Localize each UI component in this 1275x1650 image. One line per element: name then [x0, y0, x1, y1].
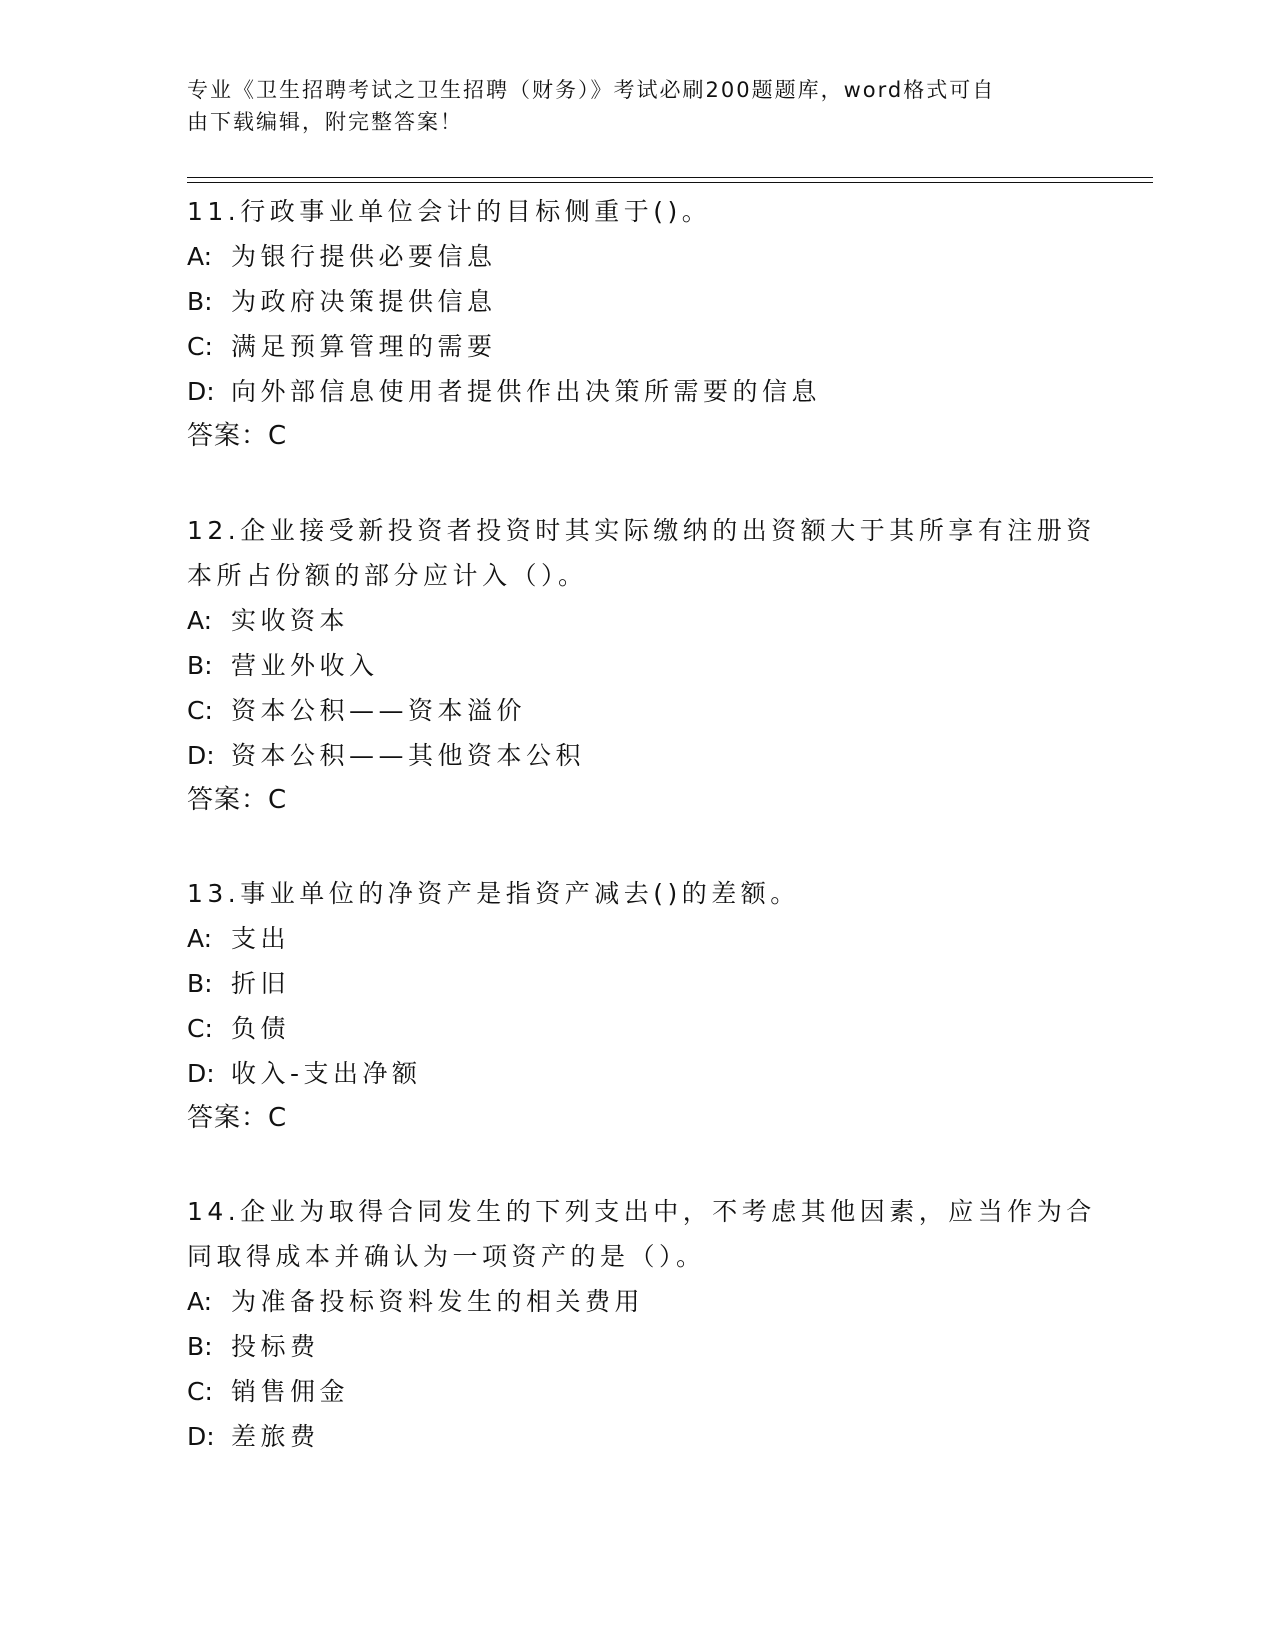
option-c	[187, 688, 1087, 733]
option-text: 为准备投标资料发生的相关费用	[231, 1287, 645, 1316]
option-label: A:	[187, 606, 213, 635]
question-stem: 12.企业接受新投资者投资时其实际缴纳的出资额大于其所享有注册资	[187, 516, 1096, 545]
question-11	[187, 189, 1087, 459]
option-d	[187, 1414, 1087, 1459]
option-label: B:	[187, 651, 213, 680]
question-stem: 13.事业单位的净资产是指资产减去()的差额。	[187, 879, 800, 908]
option-text: 投标费	[231, 1332, 320, 1361]
question-12	[187, 508, 1096, 823]
option-label: D:	[187, 741, 215, 770]
option-label: A:	[187, 242, 213, 271]
option-label: D:	[187, 1059, 215, 1088]
header-line-1: 专业《卫生招聘考试之卫生招聘（财务）》考试必刷200题题库，word格式可自	[187, 78, 996, 102]
option-c	[187, 1369, 1087, 1414]
answer: 答案：C	[187, 785, 288, 815]
option-label: A:	[187, 924, 213, 953]
option-text: 销售佣金	[231, 1377, 350, 1406]
option-d	[187, 1051, 1087, 1096]
option-a	[187, 234, 1087, 279]
option-a	[187, 916, 1087, 961]
option-text: 实收资本	[231, 606, 350, 635]
option-text: 营业外收入	[231, 651, 379, 680]
option-d	[187, 369, 1087, 414]
document-header	[187, 74, 1067, 138]
option-text: 为银行提供必要信息	[231, 242, 497, 271]
option-d	[187, 733, 1087, 778]
option-label: D:	[187, 1422, 215, 1451]
option-label: C:	[187, 332, 213, 361]
question-stem: 11.行政事业单位会计的目标侧重于()。	[187, 197, 712, 226]
question-stem-continued: 同取得成本并确认为一项资产的是（）。	[187, 1242, 706, 1271]
option-label: A:	[187, 1287, 213, 1316]
option-b	[187, 961, 1087, 1006]
option-label: C:	[187, 1377, 213, 1406]
question-14	[187, 1189, 1096, 1459]
option-a	[187, 1279, 1087, 1324]
question-stem-continued: 本所占份额的部分应计入（）。	[187, 561, 588, 590]
option-label: C:	[187, 1014, 213, 1043]
option-c	[187, 324, 1087, 369]
option-text: 向外部信息使用者提供作出决策所需要的信息	[231, 377, 822, 406]
header-rule-top	[187, 177, 1153, 178]
option-text: 资本公积——资本溢价	[231, 696, 527, 725]
option-label: B:	[187, 969, 213, 998]
option-text: 资本公积——其他资本公积	[231, 741, 586, 770]
option-text: 支出	[231, 924, 291, 953]
option-label: B:	[187, 1332, 213, 1361]
option-b	[187, 1324, 1087, 1369]
option-text: 收入-支出净额	[231, 1059, 422, 1088]
option-label: D:	[187, 377, 215, 406]
question-stem: 14.企业为取得合同发生的下列支出中，不考虑其他因素，应当作为合	[187, 1197, 1096, 1226]
option-label: B:	[187, 287, 213, 316]
option-a	[187, 598, 1087, 643]
option-text: 满足预算管理的需要	[231, 332, 497, 361]
option-text: 负债	[231, 1014, 291, 1043]
option-b	[187, 643, 1087, 688]
answer: 答案：C	[187, 1103, 288, 1133]
option-label: C:	[187, 696, 213, 725]
question-13	[187, 871, 1087, 1141]
option-text: 为政府决策提供信息	[231, 287, 497, 316]
option-text: 差旅费	[231, 1422, 320, 1451]
header-rule-bottom	[187, 182, 1153, 183]
option-b	[187, 279, 1087, 324]
answer: 答案：C	[187, 421, 288, 451]
option-c	[187, 1006, 1087, 1051]
option-text: 折旧	[231, 969, 291, 998]
header-line-2: 由下载编辑，附完整答案！	[187, 110, 463, 134]
